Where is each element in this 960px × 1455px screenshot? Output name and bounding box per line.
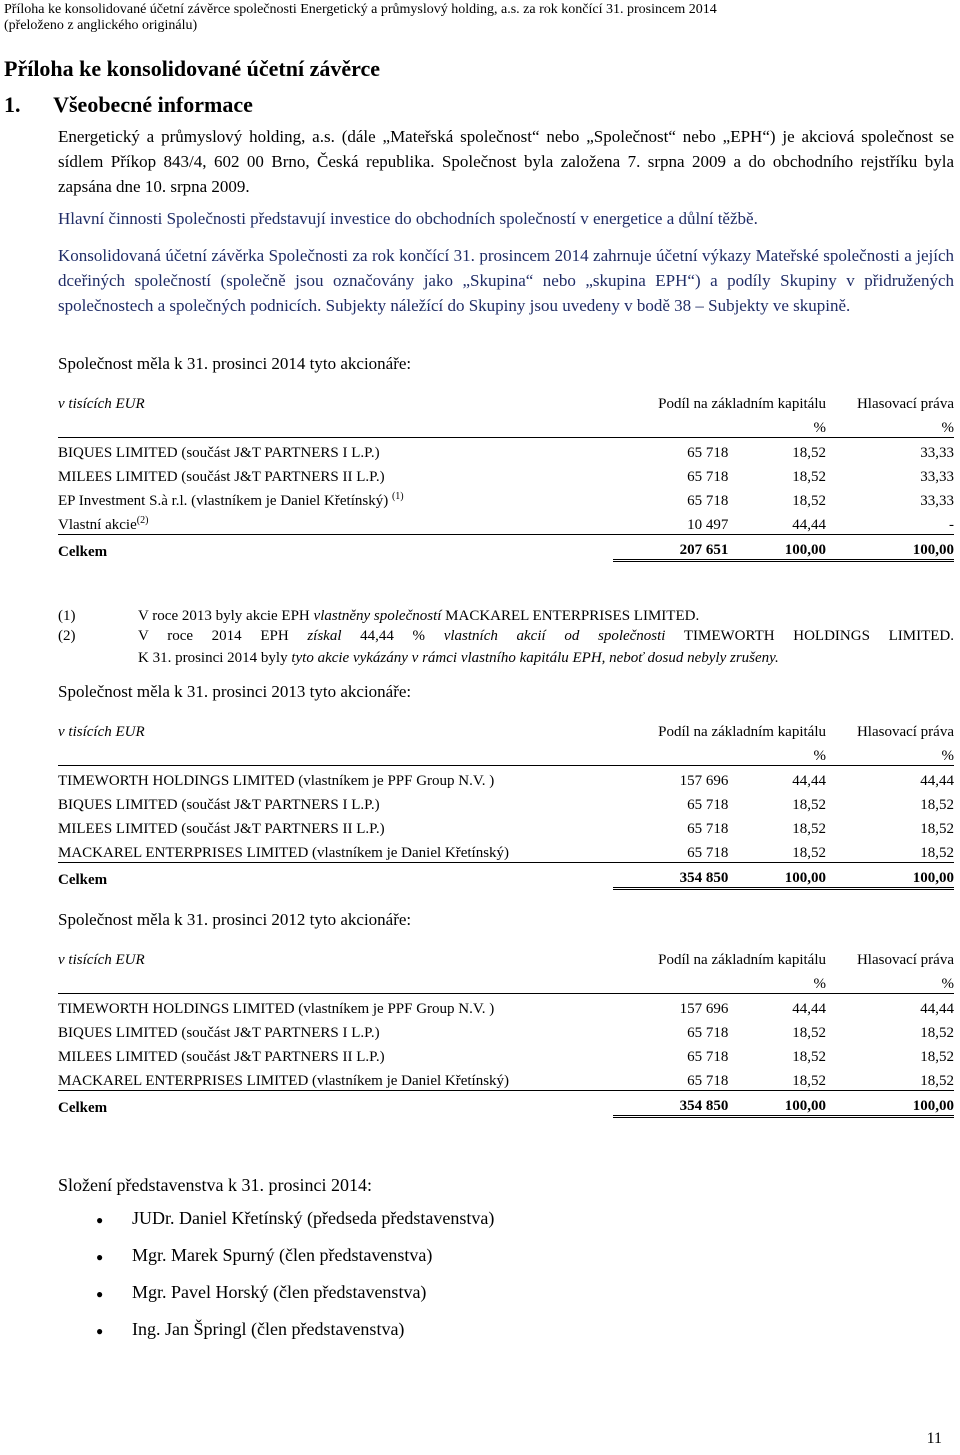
amount: 65 718 xyxy=(687,1049,729,1065)
amount: 65 718 xyxy=(687,469,729,485)
votes-pct: 18,52 xyxy=(826,1066,954,1091)
shareholder-name: TIMEWORTH HOLDINGS LIMITED (vlastníkem je PPF Group N.V. ) xyxy=(58,773,495,789)
shareholder-name: BIQUES LIMITED (součást J&T PARTNERS I L.P.) xyxy=(58,797,380,813)
share-pct: 18,52 xyxy=(792,493,826,509)
shareholder-name: MILEES LIMITED (součást J&T PARTNERS II L.P.) xyxy=(58,469,385,485)
column-header-votes: Hlasovací práva xyxy=(856,724,954,740)
percent-marker: % xyxy=(826,741,954,766)
total-label: Celkem xyxy=(58,543,108,560)
section-title: Všeobecné informace xyxy=(53,92,253,117)
amount: 65 718 xyxy=(687,797,729,813)
shareholders-2012-heading: Společnost měla k 31. prosinci 2012 tyto akcionáře: xyxy=(58,910,412,929)
paragraph-main-activities: Hlavní činnosti Společnosti představují investice do obchodních společností v energetice a důlní těžbě. xyxy=(58,209,758,228)
shareholder-name: BIQUES LIMITED (součást J&T PARTNERS I L.P.) xyxy=(58,445,380,461)
paragraph-company-info: Energetický a průmyslový holding, a.s. (dále „Mateřská společnost“ nebo „Společnost“ nebo „EPH“) je akciová společnost se sídlem Příkop 843/4, 602 00 Brno, Česká republika. Společnost byla založena 7. srpna 2009 a do obchodního rejstříku byla zapsána dne 10. srpna 2009. xyxy=(58,127,954,196)
column-header-votes: Hlasovací práva xyxy=(856,952,954,968)
shareholder-name: MILEES LIMITED (součást J&T PARTNERS II L.P.) xyxy=(58,1049,385,1065)
share-pct: 44,44 xyxy=(792,773,826,789)
shareholder-name: Vlastní akcie xyxy=(58,517,137,533)
column-header-share: Podíl na základním kapitálu xyxy=(658,952,826,968)
board-heading: Složení představenstva k 31. prosinci 2014: xyxy=(58,1175,372,1195)
votes-pct: 33,33 xyxy=(920,493,954,509)
share-pct: 18,52 xyxy=(728,838,826,863)
percent-marker: % xyxy=(728,969,826,994)
amount: 157 696 xyxy=(679,773,729,789)
share-pct: 18,52 xyxy=(792,797,826,813)
shareholder-name: EP Investment S.à r.l. (vlastníkem je Daniel Křetínský) xyxy=(58,493,392,509)
total-label: Celkem xyxy=(58,1099,108,1116)
table-row xyxy=(58,1066,954,1091)
share-pct: 18,52 xyxy=(792,445,826,461)
footnote-ref: (2) xyxy=(136,515,149,526)
percent-marker: % xyxy=(728,413,826,438)
total-share: 100,00 xyxy=(728,863,826,889)
share-pct: 18,52 xyxy=(792,821,826,837)
shareholders-2013-heading: Společnost měla k 31. prosinci 2013 tyto akcionáře: xyxy=(58,682,412,701)
votes-pct: - xyxy=(826,510,954,535)
table-row xyxy=(58,838,954,863)
table-row xyxy=(58,510,954,535)
table-row xyxy=(58,766,954,791)
column-header-votes: Hlasovací práva xyxy=(856,396,954,412)
share-pct: 18,52 xyxy=(728,1066,826,1091)
votes-pct: 44,44 xyxy=(920,1001,954,1017)
table-row xyxy=(58,1042,954,1066)
page-number: 11 xyxy=(926,1430,942,1447)
column-header-share: Podíl na základním kapitálu xyxy=(658,396,826,412)
total-label: Celkem xyxy=(58,871,108,888)
shareholder-name: MACKAREL ENTERPRISES LIMITED (vlastníkem je Daniel Křetínský) xyxy=(58,1066,613,1091)
shareholders-2012-table xyxy=(58,945,954,1118)
table-row xyxy=(58,438,954,463)
amount: 157 696 xyxy=(679,1001,729,1017)
shareholder-name: MACKAREL ENTERPRISES LIMITED (vlastníkem je Daniel Křetínský) xyxy=(58,838,613,863)
footnote-2-continuation: K 31. prosinci 2014 byly tyto akcie vykázány v rámci vlastního kapitálu EPH, neboť dosud nebyly zrušeny. xyxy=(138,650,779,666)
section-number: 1. xyxy=(4,92,21,117)
table-row xyxy=(58,1018,954,1042)
footnote-1-mark: (1) xyxy=(58,608,76,624)
footnote-2-text: V roce 2014 EPH získal 44,44 % vlastních akcií od společnosti TIMEWORTH HOLDINGS LIMITED. xyxy=(138,628,954,644)
column-header-share: Podíl na základním kapitálu xyxy=(658,724,826,740)
amount: 65 718 xyxy=(687,493,729,509)
unit-label: v tisících EUR xyxy=(58,724,145,740)
amount: 65 718 xyxy=(687,821,729,837)
paragraph-consolidation: Konsolidovaná účetní závěrka Společnosti za rok končící 31. prosincem 2014 zahrnuje účetní výkazy Mateřské společnosti a jejích dceřiných společností (společně jsou označovány jako „Skupina“ nebo „skupina EPH“) a podíly Skupiny v přidružených společnostech a společných podnicích. Subjekty náležící do Skupiny jsou uvedeny v bodě 38 – Subjekty ve skupině. xyxy=(58,246,954,315)
section-heading xyxy=(4,92,253,118)
running-header-line1: Příloha ke konsolidované účetní závěrce společnosti Energetický a průmyslový holding, a.s. za rok končící 31. prosincem 2014 xyxy=(4,2,717,17)
footnote-2-mark: (2) xyxy=(58,628,76,644)
votes-pct: 44,44 xyxy=(920,773,954,789)
total-share: 100,00 xyxy=(728,535,826,561)
running-header-line2: (přeloženo z anglického originálu) xyxy=(4,18,198,33)
share-pct: 18,52 xyxy=(792,1049,826,1065)
list-item: ● Mgr. Marek Spurný (člen představenstva) xyxy=(96,1245,494,1282)
shareholder-name: BIQUES LIMITED (součást J&T PARTNERS I L.P.) xyxy=(58,1025,380,1041)
percent-marker: % xyxy=(826,413,954,438)
total-row xyxy=(58,1091,954,1117)
table-row xyxy=(58,814,954,838)
document-title: Příloha ke konsolidované účetní závěrce xyxy=(4,56,381,81)
total-row xyxy=(58,535,954,561)
votes-pct: 33,33 xyxy=(920,469,954,485)
board-member-list xyxy=(96,1208,494,1356)
share-pct: 44,44 xyxy=(792,1001,826,1017)
table-row xyxy=(58,462,954,486)
shareholders-2013-table xyxy=(58,717,954,890)
votes-pct: 33,33 xyxy=(920,445,954,461)
unit-label: v tisících EUR xyxy=(58,396,145,412)
list-item: ● Mgr. Pavel Horský (člen představenstva) xyxy=(96,1282,494,1319)
shareholders-2014-table xyxy=(58,389,954,562)
amount: 10 497 xyxy=(613,510,728,535)
votes-pct: 18,52 xyxy=(920,821,954,837)
table-row xyxy=(58,486,954,510)
list-item: ● JUDr. Daniel Křetínský (předseda představenstva) xyxy=(96,1208,494,1245)
share-pct: 44,44 xyxy=(728,510,826,535)
amount: 65 718 xyxy=(687,1025,729,1041)
total-amount: 354 850 xyxy=(613,1091,728,1117)
shareholders-2014-heading: Společnost měla k 31. prosinci 2014 tyto akcionáře: xyxy=(58,354,412,373)
total-share: 100,00 xyxy=(728,1091,826,1117)
shareholder-name: MILEES LIMITED (součást J&T PARTNERS II L.P.) xyxy=(58,821,385,837)
footnote-ref: (1) xyxy=(391,491,404,502)
total-amount: 354 850 xyxy=(613,863,728,889)
votes-pct: 18,52 xyxy=(920,1025,954,1041)
total-votes: 100,00 xyxy=(826,863,954,889)
list-item: ● Ing. Jan Špringl (člen představenstva) xyxy=(96,1319,494,1356)
table-row xyxy=(58,994,954,1019)
share-pct: 18,52 xyxy=(792,1025,826,1041)
shareholder-cell xyxy=(58,486,613,510)
table-row xyxy=(58,790,954,814)
votes-pct: 18,52 xyxy=(920,797,954,813)
votes-pct: 18,52 xyxy=(826,838,954,863)
footnote-1-text: V roce 2013 byly akcie EPH vlastněny společností MACKAREL ENTERPRISES LIMITED. xyxy=(138,608,700,624)
total-amount: 207 651 xyxy=(613,535,728,561)
total-votes: 100,00 xyxy=(826,535,954,561)
percent-marker: % xyxy=(826,969,954,994)
total-row xyxy=(58,863,954,889)
percent-marker: % xyxy=(728,741,826,766)
unit-label: v tisících EUR xyxy=(58,952,145,968)
share-pct: 18,52 xyxy=(792,469,826,485)
amount: 65 718 xyxy=(687,445,729,461)
votes-pct: 18,52 xyxy=(920,1049,954,1065)
amount: 65 718 xyxy=(613,1066,728,1091)
shareholder-cell xyxy=(58,510,613,535)
shareholder-name: TIMEWORTH HOLDINGS LIMITED (vlastníkem je PPF Group N.V. ) xyxy=(58,1001,495,1017)
total-votes: 100,00 xyxy=(826,1091,954,1117)
amount: 65 718 xyxy=(613,838,728,863)
